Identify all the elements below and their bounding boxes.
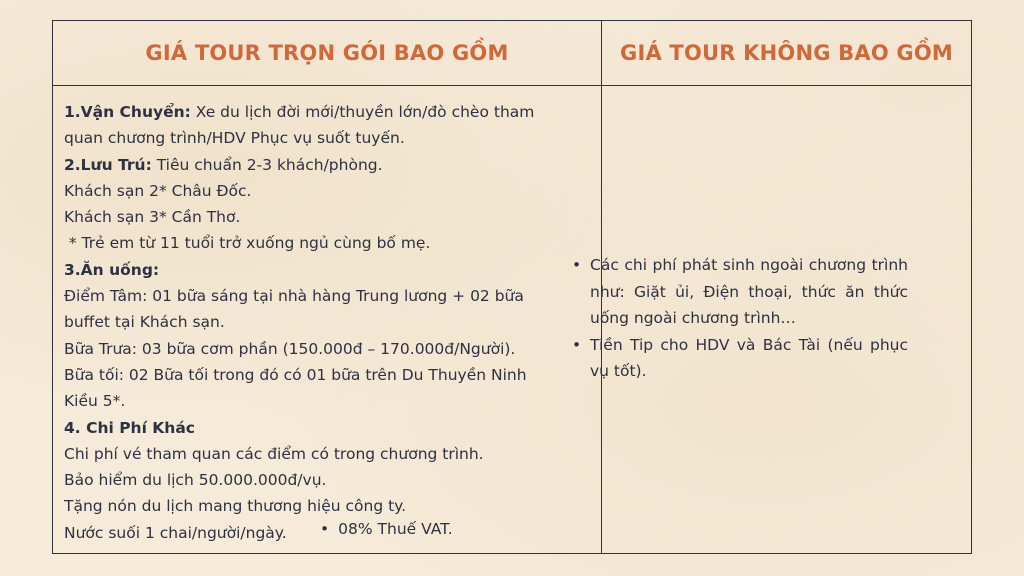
stay-line [64, 152, 594, 178]
excluded-item [572, 252, 908, 332]
hotel-can-tho: Khách sạn 3* Cần Thơ. [64, 208, 241, 227]
other-costs-water: Nước suối 1 chai/người/ngày. [64, 523, 287, 542]
breakfast-line: Điểm Tâm: 01 bữa sáng tại nhà hàng Trung lương + 02 bữa [64, 287, 524, 306]
included-content [64, 99, 594, 546]
lunch-line: Bữa Trưa: 03 bữa cơm phần (150.000đ – 170.000đ/Người). [64, 339, 516, 358]
included-header: GIÁ TOUR TRỌN GÓI BAO GỒM [145, 41, 509, 65]
excluded-header: GIÁ TOUR KHÔNG BAO GỒM [620, 41, 953, 65]
other-costs-insurance: Bảo hiểm du lịch 50.000.000đ/vụ. [64, 471, 327, 490]
transport-title: 1.Vận Chuyển: [64, 103, 191, 121]
breakfast-line-cont: buffet tại Khách sạn. [64, 313, 225, 332]
bullet-icon: • [572, 256, 582, 274]
other-costs-title: 4. Chi Phí Khác [64, 418, 195, 437]
bullet-icon: • [320, 520, 330, 538]
bullet-icon: • [572, 335, 582, 354]
excluded-item-text: Tiền Tip cho HDV và Bác Tài (nếu phục vụ tốt). [590, 335, 908, 380]
header-divider [53, 85, 971, 86]
transport-text: Xe du lịch đời mới/thuyền lớn/đò chèo tham [190, 103, 535, 121]
excluded-content [572, 252, 908, 385]
vat-text: 08% Thuế VAT. [338, 520, 453, 538]
other-costs-tickets: Chi phí vé tham quan các điểm có trong chương trình. [64, 444, 484, 463]
transport-line [64, 99, 594, 125]
other-costs-line [64, 415, 594, 441]
stay-title: 2.Lưu Trú: [64, 155, 152, 174]
vat-item [320, 520, 453, 538]
children-note: * Trẻ em từ 11 tuổi trở xuống ngủ cùng bố mẹ. [64, 234, 431, 253]
meals-title: 3.Ăn uống: [64, 260, 160, 279]
transport-text-cont: quan chương trình/HDV Phục vụ suốt tuyến. [64, 129, 405, 148]
meals-line [64, 257, 594, 283]
excluded-item [572, 332, 908, 385]
other-costs-hat: Tặng nón du lịch mang thương hiệu công ty. [64, 497, 407, 516]
excluded-item-text: Các chi phí phát sinh ngoài chương trình như: Giặt ủi, Điện thoại, thức ăn thức uống ngoài chương trình… [590, 256, 908, 327]
dinner-line-cont: Kiều 5*. [64, 392, 126, 411]
dinner-line: Bữa tối: 02 Bữa tối trong đó có 01 bữa trên Du Thuyền Ninh [64, 365, 527, 384]
hotel-chau-doc: Khách sạn 2* Châu Đốc. [64, 181, 252, 200]
stay-text: Tiêu chuẩn 2-3 khách/phòng. [151, 155, 383, 174]
